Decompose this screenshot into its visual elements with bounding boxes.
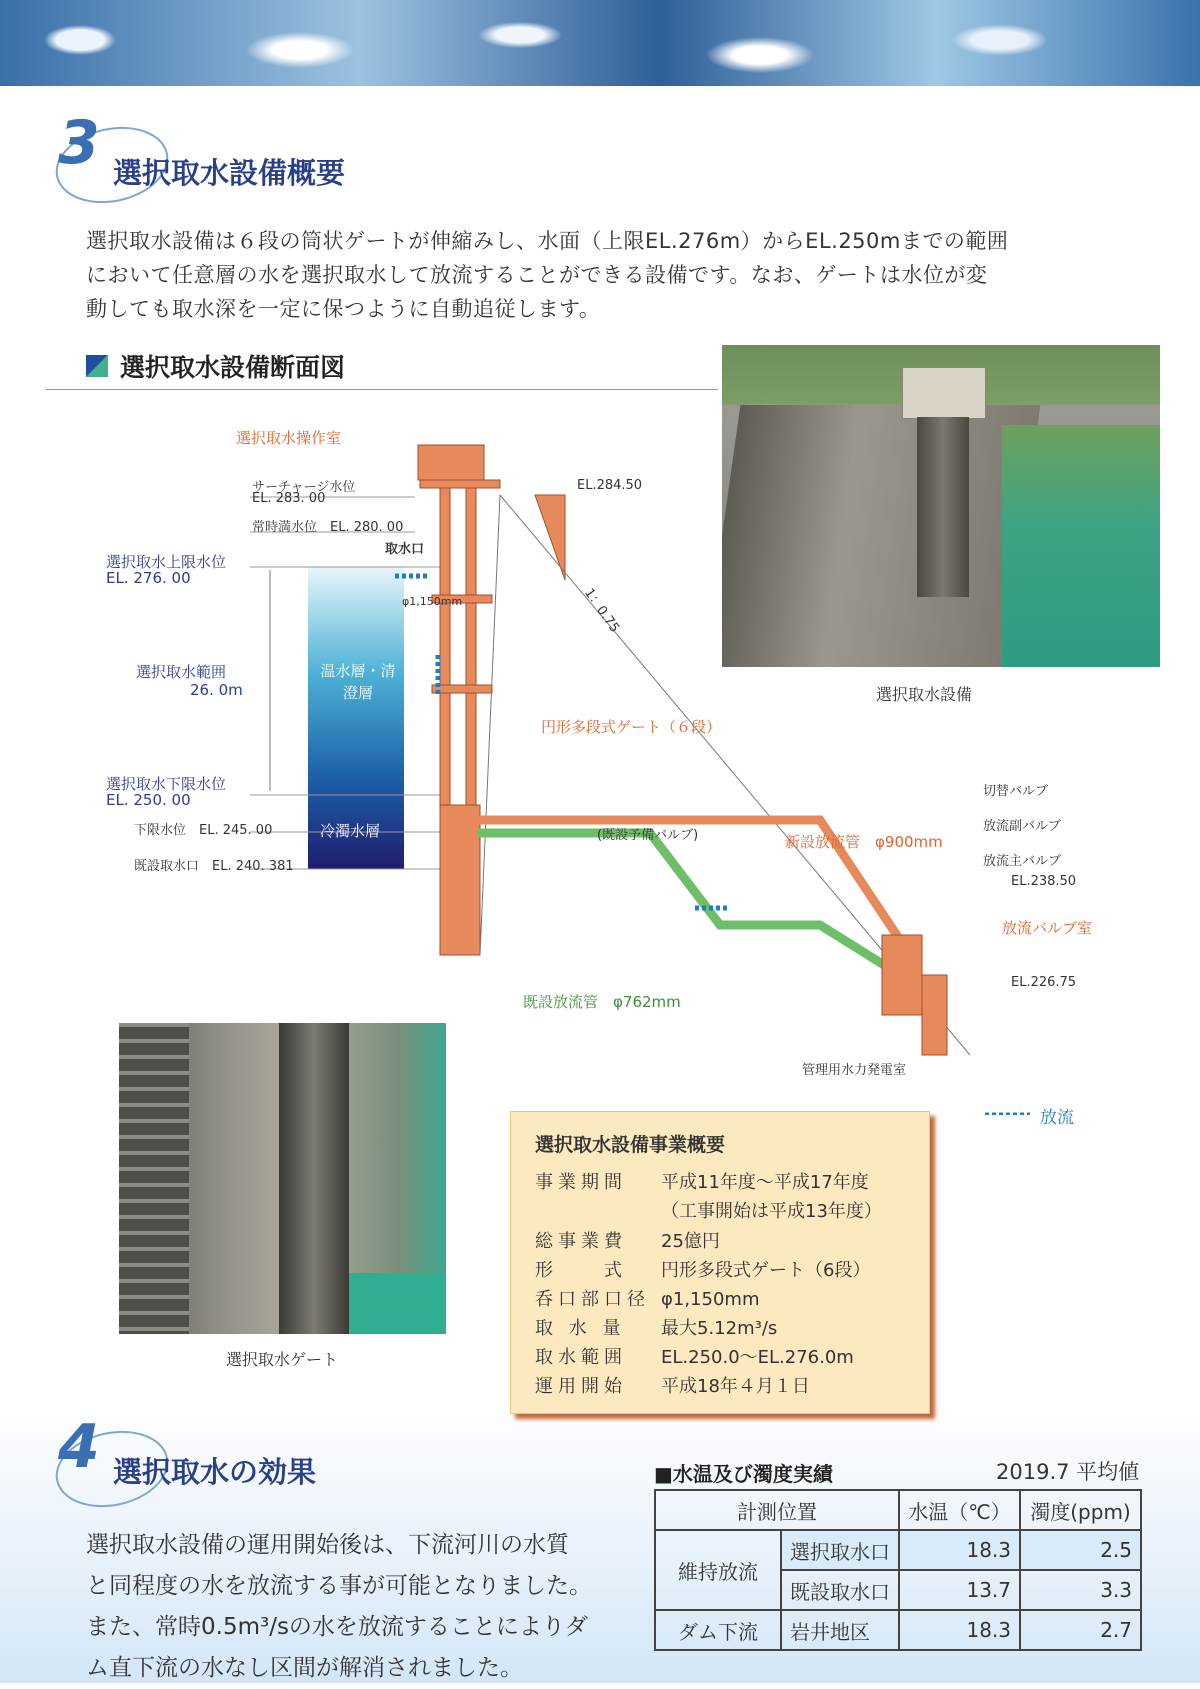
tower-base <box>440 805 480 955</box>
project-row <box>535 1343 854 1369</box>
project-row <box>535 1314 777 1340</box>
project-value: 平成11年度～平成17年度 <box>661 1172 869 1193</box>
project-row <box>535 1285 759 1311</box>
section-title: 選択取水設備概要 <box>113 156 346 190</box>
project-key: 事業期間 <box>535 1172 627 1193</box>
table-row <box>655 1530 1141 1570</box>
project-row <box>535 1197 882 1223</box>
cell-temp: 18.3 <box>899 1530 1020 1570</box>
label-warm-layer: 温水層・清澄層 <box>320 662 396 702</box>
tower-deck <box>432 685 492 693</box>
effect-line: ム直下流の水なし区間が解消されました。 <box>86 1655 523 1681</box>
diagram-heading: 選択取水設備断面図 <box>120 353 346 382</box>
gate-cylinder <box>279 1023 349 1334</box>
label-control-room: 選択取水操作室 <box>236 429 342 447</box>
label-lower-limit: 選択取水下限水位 <box>106 775 227 793</box>
label-existing-intake: 既設取水口 EL. 240. 381 <box>134 859 294 874</box>
cell-temp: 13.7 <box>899 1570 1020 1610</box>
water-quality-table <box>654 1489 1142 1651</box>
group-downstream: ダム下流 <box>655 1610 781 1650</box>
tower-deck <box>420 480 500 488</box>
project-value: EL.250.0～EL.276.0m <box>661 1347 854 1368</box>
label-main-valve: 放流主バルブ <box>983 854 1062 869</box>
label-sub-valve: 放流副バルブ <box>983 819 1062 834</box>
gate-water <box>349 1273 446 1334</box>
effect-paragraph <box>86 1525 592 1689</box>
effect-line: と同程度の水を放流する事が可能となりました。 <box>86 1573 592 1599</box>
label-gate: 円形多段式ゲート（６段） <box>541 718 722 736</box>
label-range: 選択取水範囲 <box>136 663 227 681</box>
intro-paragraph <box>86 224 1008 326</box>
stair-structure <box>119 1023 189 1334</box>
label-upper-limit: 選択取水上限水位 <box>106 553 227 571</box>
label-intake-port: 取水口 <box>385 542 425 557</box>
project-row <box>535 1168 869 1194</box>
label-valve-room: 放流バルブ室 <box>1002 919 1093 937</box>
label-range-value: 26. 0m <box>190 681 243 699</box>
project-value: φ1,150mm <box>661 1289 760 1310</box>
label-surcharge-el: EL. 283. 00 <box>252 491 326 506</box>
gate-caption: 選択取水ゲート <box>226 1350 339 1369</box>
heading-rule <box>46 389 718 390</box>
label-el-226: EL.226.75 <box>1011 975 1077 990</box>
header-position: 計測位置 <box>655 1490 899 1530</box>
project-key: 形 式 <box>535 1260 627 1281</box>
operation-room <box>418 445 484 480</box>
header-temp: 水温（℃） <box>899 1490 1020 1530</box>
label-diameter: φ1,150mm <box>402 595 463 608</box>
project-key: 総事業費 <box>535 1231 627 1252</box>
project-value: 最大5.12m³/s <box>661 1318 778 1339</box>
project-value: 平成18年４月１日 <box>661 1376 810 1397</box>
label-spare-valve: (既設予備バルブ) <box>597 828 699 843</box>
label-new-pipe: 新設放流管 φ900mm <box>785 833 943 851</box>
section-number: 3 <box>58 108 100 178</box>
label-cold-layer: 冷濁水層 <box>320 822 381 840</box>
cell-place: 岩井地区 <box>781 1610 899 1650</box>
cell-place: 既設取水口 <box>781 1570 899 1610</box>
project-value: （工事開始は平成13年度） <box>661 1201 882 1222</box>
project-key: 運用開始 <box>535 1376 627 1397</box>
project-key: 取水範囲 <box>535 1347 627 1368</box>
header-banner <box>0 0 1200 86</box>
label-el-top: EL.284.50 <box>577 478 643 493</box>
table-row <box>655 1610 1141 1650</box>
label-lower-limit-el: EL. 250. 00 <box>106 791 191 809</box>
label-old-pipe: 既設放流管 φ762mm <box>523 993 681 1011</box>
cell-place: 選択取水口 <box>781 1530 899 1570</box>
intro-line: 選択取水設備は６段の筒状ゲートが伸縮みし、水面（上限EL.276m）からEL.250mまでの範囲 <box>86 229 1009 253</box>
gate-photo <box>119 1023 446 1334</box>
label-discharge: 放流 <box>1040 1108 1074 1128</box>
project-key: 取 水 量 <box>535 1318 626 1339</box>
label-el-238: EL.238.50 <box>1011 874 1077 889</box>
project-key: 呑口部口径 <box>535 1289 650 1310</box>
label-upper-limit-el: EL. 276. 00 <box>106 569 191 587</box>
old-discharge-pipe <box>478 833 900 975</box>
label-normal-full: 常時満水位 EL. 280. 00 <box>252 520 404 535</box>
label-power-room: 管理用水力発電室 <box>802 1063 907 1078</box>
intro-line: 動しても取水深を一定に保つように自動追従します。 <box>86 297 601 321</box>
section-number: 4 <box>58 1412 100 1482</box>
dam-upstream-face <box>480 495 500 955</box>
project-value: 円形多段式ゲート（6段） <box>661 1260 871 1281</box>
project-title: 選択取水設備事業概要 <box>535 1134 726 1156</box>
cell-turbidity: 3.3 <box>1020 1570 1141 1610</box>
valve-room-base <box>922 975 947 1055</box>
label-low-water: 下限水位 EL. 245. 00 <box>134 823 273 838</box>
project-row <box>535 1256 870 1282</box>
cell-turbidity: 2.5 <box>1020 1530 1141 1570</box>
heading-square-icon <box>86 355 108 377</box>
project-row <box>535 1372 810 1398</box>
section-title: 選択取水の効果 <box>113 1455 317 1489</box>
header-turbidity: 濁度(ppm) <box>1020 1490 1141 1530</box>
project-summary-box <box>510 1111 930 1414</box>
table-note: 2019.7 平均値 <box>996 1460 1140 1484</box>
valve-room <box>882 935 922 1015</box>
label-switch-valve: 切替バルブ <box>983 784 1049 799</box>
cell-turbidity: 2.7 <box>1020 1610 1141 1650</box>
table-header-row <box>655 1490 1141 1530</box>
effect-line: 選択取水設備の運用開始後は、下流河川の水質 <box>86 1532 569 1558</box>
project-row <box>535 1227 720 1253</box>
table-title: ■水温及び濁度実績 <box>654 1462 833 1486</box>
cell-temp: 18.3 <box>899 1610 1020 1650</box>
label-surcharge: サーチャージ水位 <box>252 480 356 495</box>
facility-caption: 選択取水設備 <box>876 685 973 704</box>
intro-line: において任意層の水を選択取水して放流することができる設備です。なお、ゲートは水位が変 <box>86 263 988 287</box>
label-slope: 1：0.75 <box>580 585 623 636</box>
group-maintenance: 維持放流 <box>655 1530 781 1610</box>
project-value: 25億円 <box>661 1231 720 1252</box>
effect-line: また、常時0.5m³/sの水を放流することによりダ <box>86 1614 588 1640</box>
